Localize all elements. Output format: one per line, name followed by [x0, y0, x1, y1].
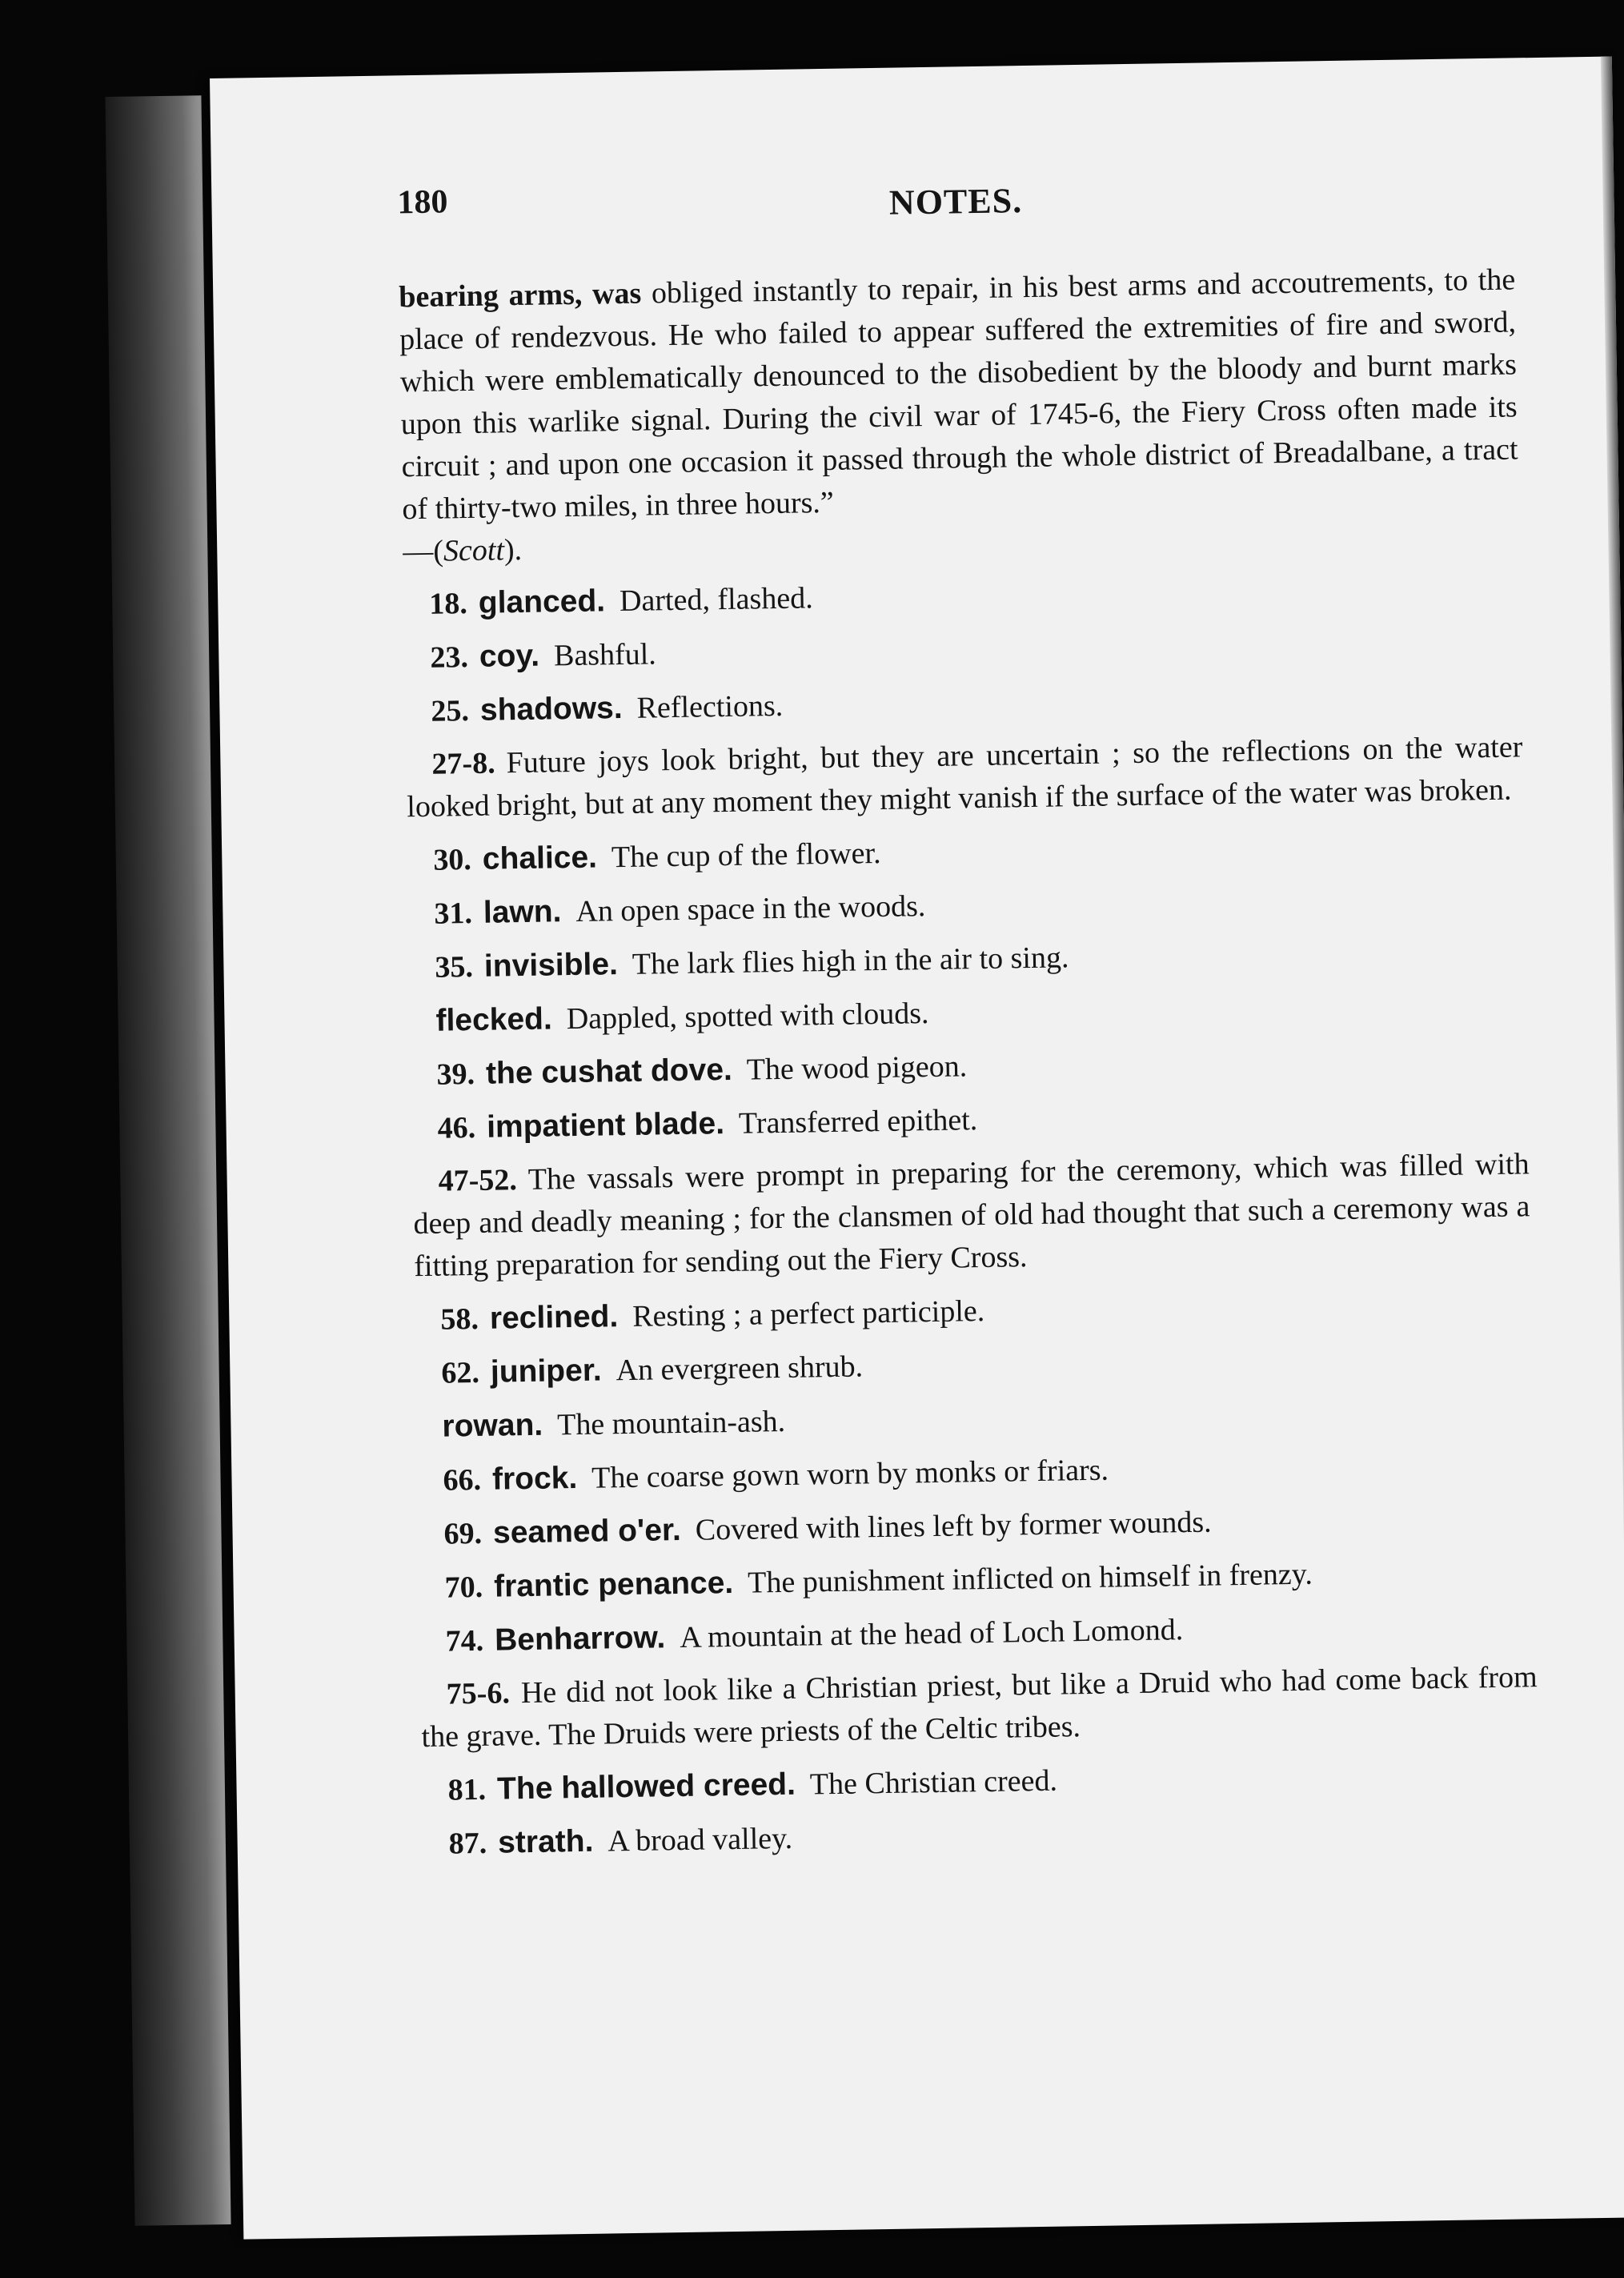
- note-item: [408, 875, 1526, 936]
- note-gloss: An evergreen shrub.: [616, 1350, 864, 1388]
- note-term: juniper.: [490, 1353, 602, 1390]
- note-gloss: The Christian creed.: [809, 1763, 1058, 1802]
- note-term: frock.: [491, 1461, 578, 1497]
- note-number: 27-8.: [431, 746, 495, 781]
- note-item: [411, 1036, 1528, 1097]
- note-item: [405, 672, 1522, 733]
- note-term: coy.: [479, 638, 540, 674]
- note-gloss: Bashful.: [553, 637, 657, 673]
- note-number: 46.: [437, 1110, 476, 1145]
- note-number: 70.: [444, 1570, 483, 1605]
- note-item: [422, 1751, 1539, 1812]
- note-term: strath.: [497, 1823, 594, 1860]
- note-item: [416, 1388, 1534, 1449]
- note-number: 25.: [431, 694, 470, 728]
- note-gloss: Covered with lines left by former wounds.: [695, 1505, 1212, 1547]
- paragraph-bold-start: bearing arms, was: [398, 276, 642, 315]
- note-gloss: Resting ; a perfect participle.: [632, 1293, 985, 1334]
- note-number: 31.: [434, 896, 473, 931]
- note-gloss: The lark flies high in the air to sing.: [632, 940, 1069, 981]
- notes-list: [403, 565, 1540, 1866]
- note-number: 58.: [440, 1301, 479, 1337]
- book-spine-shadow: [105, 95, 231, 2225]
- note-term: invisible.: [483, 947, 619, 984]
- note-number: 39.: [436, 1057, 475, 1092]
- note-gloss: The wood pigeon.: [746, 1049, 968, 1087]
- note-number: 87.: [448, 1826, 487, 1861]
- continued-paragraph: [399, 259, 1520, 573]
- note-number: 18.: [429, 587, 468, 621]
- note-number: 69.: [443, 1516, 483, 1551]
- page-content: [397, 166, 1540, 1876]
- note-item: [410, 982, 1527, 1043]
- note-gloss: He did not look like a Christian priest, but like a Druid who had come back from the grave. The Druids were priests of the Celtic tribes.: [421, 1660, 1538, 1755]
- note-gloss: A mountain at the head of Loch Lomond.: [679, 1613, 1184, 1655]
- note-number: 62.: [441, 1355, 480, 1390]
- note-number: 81.: [447, 1772, 487, 1807]
- note-term: The hallowed creed.: [496, 1767, 796, 1807]
- note-item: [409, 928, 1526, 989]
- note-term: rowan.: [442, 1407, 543, 1444]
- note-item: [420, 1656, 1538, 1759]
- note-term: impatient blade.: [486, 1106, 725, 1145]
- note-number: 47-52.: [438, 1163, 518, 1198]
- note-item: [417, 1442, 1534, 1502]
- note-gloss: An open space in the woods.: [575, 889, 926, 928]
- note-gloss: Darted, flashed.: [619, 581, 813, 619]
- note-number: 74.: [445, 1623, 484, 1658]
- note-gloss: The cup of the flower.: [611, 836, 881, 875]
- note-term: Benharrow.: [494, 1620, 666, 1658]
- note-gloss: Dappled, spotted with clouds.: [566, 997, 929, 1037]
- note-item: [404, 619, 1522, 680]
- page-number: 180: [397, 183, 448, 222]
- note-gloss: The punishment inflicted on himself in frenzy.: [747, 1557, 1313, 1600]
- running-head: NOTES.: [888, 181, 1023, 223]
- note-number: 66.: [443, 1462, 482, 1498]
- note-gloss: The mountain-ash.: [556, 1404, 786, 1442]
- page-header: [397, 166, 1514, 247]
- note-term: glanced.: [478, 584, 606, 620]
- note-term: shadows.: [479, 691, 623, 728]
- note-term: the cushat dove.: [485, 1052, 733, 1091]
- note-term: chalice.: [482, 840, 598, 876]
- note-term: frantic penance.: [493, 1565, 734, 1604]
- note-gloss: Reflections.: [636, 688, 784, 725]
- note-item: [406, 726, 1523, 828]
- attribution-suffix: ).: [503, 532, 523, 567]
- note-gloss: A broad valley.: [607, 1821, 793, 1859]
- book-page: [210, 56, 1624, 2239]
- note-number: 35.: [435, 949, 474, 985]
- paragraph-text: obliged instantly to repair, in his best arms and accoutrements, to the place of rendezvous. He who failed to appear suffered the extremities of fire and sword, which were emblematically denounced to the disobedient by the bloody and burnt marks upon this warlike signal. During the civil war of 1745-6, the Fiery Cross often made its circuit ; and upon one occasion it passed through the whole district of Breadalbane, a tract of thirty-two miles, in three hours.”: [399, 263, 1518, 527]
- note-item: [407, 821, 1525, 882]
- note-term: reclined.: [489, 1299, 619, 1336]
- note-item: [419, 1602, 1537, 1663]
- note-gloss: Future joys look bright, but they are uncertain ; so the reflections on the water looked bright, but at any moment they might vanish if the surface of the water was broken.: [406, 730, 1523, 824]
- note-term: lawn.: [483, 894, 562, 930]
- attribution: Scott: [443, 533, 505, 568]
- note-number: 30.: [433, 842, 472, 877]
- note-gloss: Transferred epithet.: [738, 1103, 978, 1141]
- note-item: [419, 1549, 1536, 1610]
- note-number: 23.: [430, 640, 469, 675]
- note-term: flecked.: [435, 1001, 553, 1038]
- note-gloss: The vassals were prompt in preparing for the ceremony, which was filled with deep and deadly meaning ; for the clansmen of old had thought that such a ceremony was a fitting preparation for sending out the Fiery Cross.: [413, 1147, 1530, 1284]
- note-item: [418, 1495, 1535, 1556]
- note-number: 75-6.: [446, 1676, 511, 1711]
- note-term: seamed o'er.: [492, 1512, 682, 1550]
- note-item: [411, 1089, 1529, 1150]
- note-item: [403, 565, 1521, 626]
- attribution-prefix: —(: [402, 534, 444, 569]
- note-item: [415, 1281, 1532, 1342]
- note-item: [415, 1334, 1533, 1395]
- note-item: [412, 1143, 1530, 1288]
- note-gloss: The coarse gown worn by monks or friars.: [591, 1453, 1109, 1495]
- page-edge: [1601, 56, 1624, 2217]
- note-item: [423, 1805, 1540, 1866]
